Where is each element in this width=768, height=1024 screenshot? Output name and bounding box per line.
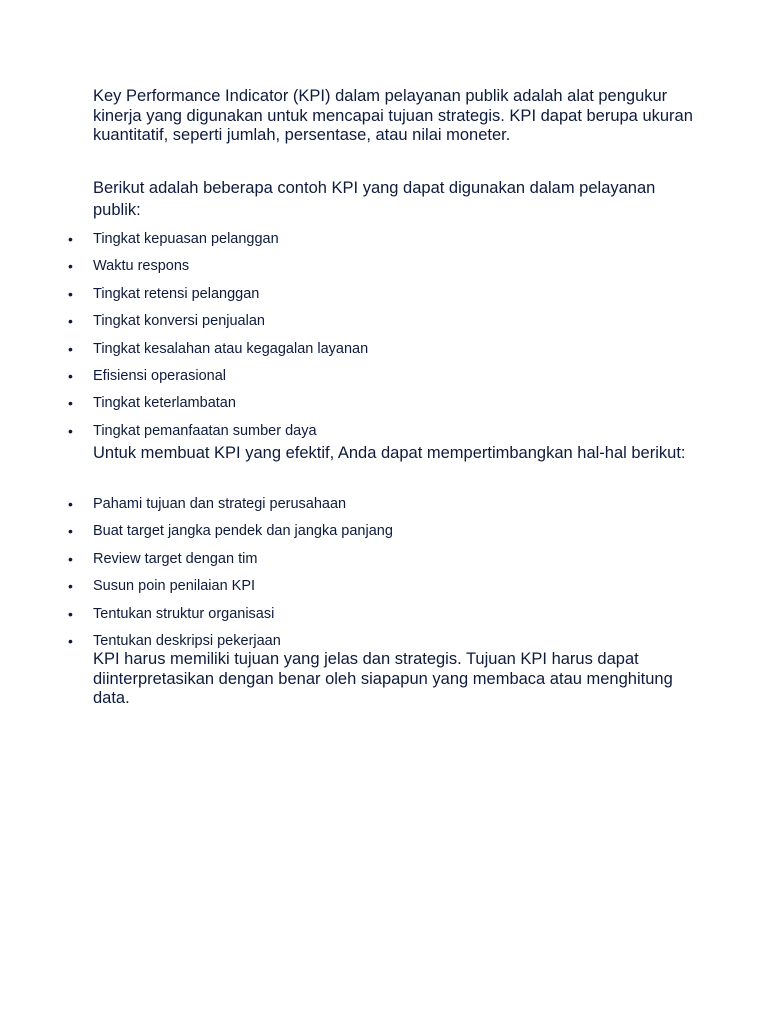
bullet-icon: • <box>68 285 73 302</box>
list-item-text: Pahami tujuan dan strategi perusahaan <box>93 496 347 512</box>
list-item-text: Waktu respons <box>93 258 190 275</box>
list-item-text: Tingkat keterlambatan <box>93 395 236 412</box>
list-item <box>0 286 768 313</box>
bullet-icon: • <box>68 313 73 330</box>
list-item <box>0 578 768 605</box>
kpi-tips-list <box>0 496 768 660</box>
list-item <box>0 368 768 395</box>
list-item-text: Tentukan deskripsi pekerjaan <box>93 632 281 649</box>
examples-intro-paragraph: Berikut adalah beberapa contoh KPI yang dapat digunakan dalam pelayanan publik: <box>93 179 656 219</box>
list-item-text: Tingkat pemanfaatan sumber daya <box>93 422 317 439</box>
bullet-icon: • <box>68 605 73 622</box>
list-item <box>0 341 768 368</box>
kpi-examples-list <box>0 231 768 450</box>
bullet-icon: • <box>68 632 73 649</box>
list-item <box>0 231 768 258</box>
bullet-icon: • <box>68 422 73 439</box>
list-item <box>0 395 768 422</box>
closing-paragraph: KPI harus memiliki tujuan yang jelas dan strategis. Tujuan KPI harus dapat diinterpretasikan dengan benar oleh siapapun yang membaca atau menghitung data. <box>93 650 673 707</box>
list-item <box>0 606 768 633</box>
intro-paragraph: Key Performance Indicator (KPI) dalam pelayanan publik adalah alat pengukur kinerja yang digunakan untuk mencapai tujuan strategis. KPI dapat berupa ukuran kuantitatif, seperti jumlah, persentase, atau nilai moneter. <box>93 87 693 144</box>
bullet-icon: • <box>68 395 73 412</box>
tips-intro-paragraph: Untuk membuat KPI yang efektif, Anda dapat mempertimbangkan hal-hal berikut: <box>93 444 686 462</box>
list-item-text: Efisiensi operasional <box>93 367 226 384</box>
bullet-icon: • <box>68 496 73 512</box>
list-item-text: Tingkat retensi pelanggan <box>93 285 260 302</box>
bullet-icon: • <box>68 231 73 247</box>
list-item-text: Review target dengan tim <box>93 550 258 567</box>
list-item-text: Buat target jangka pendek dan jangka panjang <box>93 523 393 540</box>
bullet-icon: • <box>68 578 73 595</box>
bullet-icon: • <box>68 258 73 275</box>
list-item <box>0 258 768 285</box>
list-item <box>0 496 768 523</box>
list-item-text: Tingkat kesalahan atau kegagalan layanan <box>93 340 369 357</box>
list-item <box>0 523 768 550</box>
bullet-icon: • <box>68 550 73 567</box>
list-item <box>0 551 768 578</box>
list-item-text: Tentukan struktur organisasi <box>93 605 275 622</box>
list-item-text: Tingkat konversi penjualan <box>93 313 265 330</box>
list-item-text: Tingkat kepuasan pelanggan <box>93 231 279 247</box>
bullet-icon: • <box>68 340 73 357</box>
bullet-icon: • <box>68 367 73 384</box>
bullet-icon: • <box>68 523 73 540</box>
list-item-text: Susun poin penilaian KPI <box>93 578 256 595</box>
list-item <box>0 313 768 340</box>
